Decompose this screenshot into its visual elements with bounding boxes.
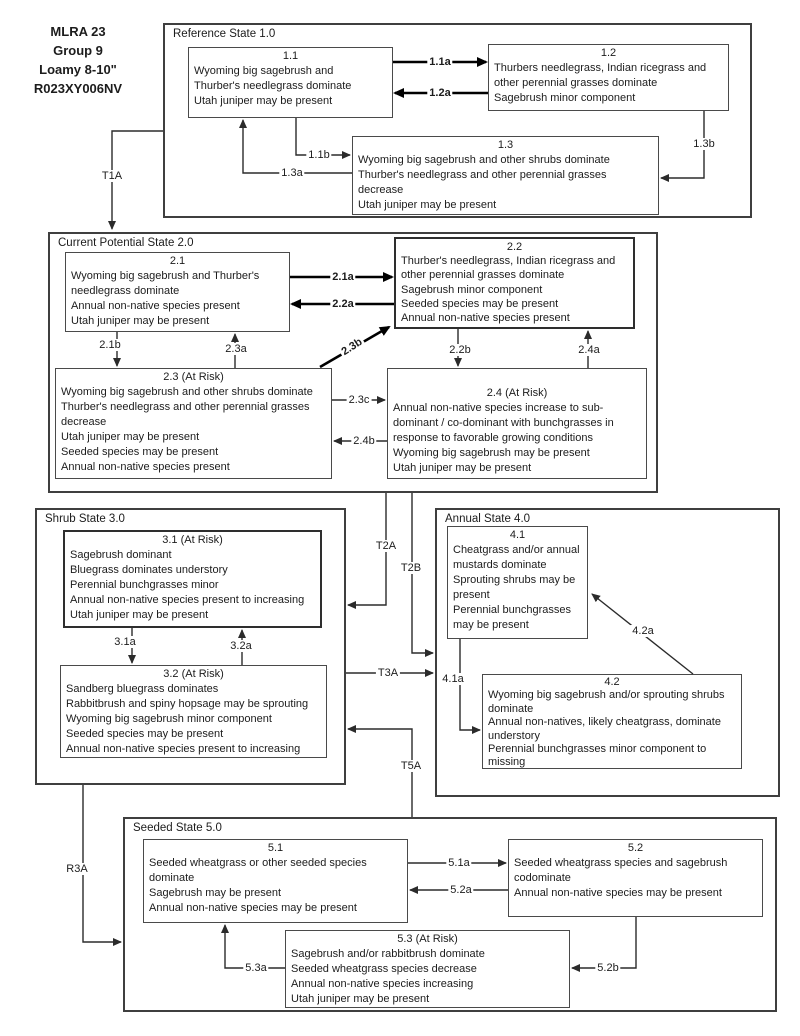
arrow-label-1-3b: 1.3b	[693, 138, 715, 150]
box-1-1	[188, 47, 393, 118]
box-line: codominate	[514, 872, 571, 884]
box-line: other perennial grasses dominate	[401, 269, 565, 282]
box-4-1	[447, 526, 588, 639]
box-line: Wyoming big sagebrush may be present	[393, 447, 590, 459]
box-line: Utah juniper may be present	[71, 315, 210, 327]
box-line: dominant / co-dominant with bunchgrasses in	[393, 417, 614, 429]
arrow-label-4-1a: 4.1a	[442, 673, 464, 685]
arrow-label-4-2a: 4.2a	[632, 625, 654, 637]
box-line: missing	[488, 756, 526, 769]
box-line: Thurber's needlegrass dominate	[194, 80, 352, 92]
arrow-label-5-2a: 5.2a	[450, 884, 472, 896]
box-line: Perennial bunchgrasses minor	[70, 579, 219, 591]
box-line: Sagebrush and/or rabbitbrush dominate	[291, 948, 485, 960]
header-line-mlra: MLRA 23	[50, 24, 106, 39]
state-label: Seeded State 5.0	[133, 822, 222, 834]
box-line: Utah juniper may be present	[70, 609, 209, 621]
box-line: Seeded wheatgrass or other seeded species	[149, 857, 367, 869]
box-line: Thurber's needlegrass and other perennial grasses	[61, 401, 310, 413]
box-line: Annual non-natives, likely cheatgrass, dominate	[488, 716, 721, 729]
box-line: Utah juniper may be present	[194, 95, 333, 107]
box-line: Seeded wheatgrass species and sagebrush	[514, 857, 728, 869]
box-line: needlegrass dominate	[71, 285, 180, 297]
arrow-label-2-4b: 2.4b	[353, 435, 375, 447]
transition-label-T3A: T3A	[377, 667, 399, 679]
arrow-label-2-1b: 2.1b	[99, 339, 121, 351]
arrow-label-1-2a: 1.2a	[429, 87, 451, 99]
box-title: 1.3	[497, 139, 514, 151]
box-line: Wyoming big sagebrush minor component	[66, 713, 272, 725]
arrow-label-5-2b: 5.2b	[597, 962, 619, 974]
box-3-2	[60, 665, 327, 758]
box-title: 1.1	[282, 50, 299, 62]
box-line: Sagebrush minor component	[401, 283, 543, 296]
state-label: Reference State 1.0	[173, 28, 276, 40]
state-label: Current Potential State 2.0	[58, 237, 194, 249]
arrow-label-2-3a: 2.3a	[225, 343, 247, 355]
arrow-label-2-3b: 2.3b	[339, 335, 365, 359]
box-2-1	[65, 252, 290, 332]
arrow-label-3-2a: 3.2a	[230, 640, 252, 652]
box-line: Utah juniper may be present	[61, 431, 200, 443]
box-line: mustards dominate	[453, 559, 547, 571]
box-line: Annual non-native species present to increasing	[66, 743, 301, 755]
box-2-3	[55, 368, 332, 479]
box-1-3	[352, 136, 659, 215]
box-line: Annual non-native species increase to sub-	[393, 402, 604, 414]
box-line: Wyoming big sagebrush and other shrubs dominate	[358, 154, 610, 166]
box-1-2	[488, 44, 729, 111]
arrow-label-2-3c: 2.3c	[348, 394, 370, 406]
box-line: present	[453, 589, 490, 601]
box-5-2	[508, 839, 763, 917]
box-line: Cheatgrass and/or annual	[453, 544, 580, 556]
header-line-group: Group 9	[53, 43, 103, 58]
box-line: response to favorable growing conditions	[393, 432, 593, 444]
box-title: 2.1	[169, 255, 186, 267]
box-line: Perennial bunchgrasses minor component to	[488, 743, 707, 756]
box-line: Seeded species may be present	[401, 297, 559, 310]
box-title: 4.2	[604, 676, 620, 688]
box-title: 2.2	[506, 241, 523, 253]
box-line: Annual non-native species present to increasing	[70, 594, 305, 606]
box-title: 2.4 (At Risk)	[486, 387, 548, 399]
transition-label-T2B: T2B	[400, 562, 422, 574]
box-3-1	[63, 530, 322, 628]
box-line: Seeded species may be present	[61, 446, 219, 458]
box-line: Wyoming big sagebrush and Thurber's	[71, 270, 260, 282]
box-line: Rabbitbrush and spiny hopsage may be sprouting	[66, 698, 309, 710]
state-label: Shrub State 3.0	[45, 513, 125, 525]
arrow-label-1-1b: 1.1b	[308, 149, 330, 161]
box-line: Wyoming big sagebrush and	[194, 65, 334, 77]
transition-label-T5A: T5A	[400, 760, 422, 772]
box-5-3	[285, 930, 570, 1008]
box-line: Bluegrass dominates understory	[70, 564, 228, 576]
box-line: Thurber's needlegrass and other perennial grasses	[358, 169, 607, 181]
box-line: Wyoming big sagebrush and/or sprouting shrubs	[488, 689, 725, 702]
box-line: Annual non-native species present	[61, 461, 230, 473]
site-header	[8, 22, 148, 98]
box-line: Wyoming big sagebrush and other shrubs dominate	[61, 386, 313, 398]
restoration-label-R3A: R3A	[66, 863, 88, 875]
arrow-label-2-2a: 2.2a	[332, 298, 354, 310]
box-line: decrease	[61, 416, 107, 428]
box-line: Perennial bunchgrasses	[453, 604, 572, 616]
state-label: Annual State 4.0	[445, 513, 531, 525]
header-line-site-id: R023XY006NV	[33, 81, 123, 96]
box-title: 3.2 (At Risk)	[163, 668, 224, 680]
box-line: Utah juniper may be present	[358, 199, 497, 211]
arrow-label-3-1a: 3.1a	[114, 636, 136, 648]
box-5-1	[143, 839, 408, 923]
box-line: Sandberg bluegrass dominates	[66, 683, 219, 695]
box-line: Sprouting shrubs may be	[453, 574, 576, 586]
box-title: 4.1	[509, 529, 526, 541]
box-line: dominate	[149, 872, 195, 884]
arrow-label-1-1a: 1.1a	[429, 56, 451, 68]
transition-label-T1A: T1A	[101, 170, 123, 182]
arrow-label-5-1a: 5.1a	[448, 857, 470, 869]
box-line: dominate	[488, 702, 534, 715]
arrow-label-2-2b: 2.2b	[449, 344, 471, 356]
box-title: 5.1	[267, 842, 284, 854]
box-line: Seeded species may be present	[66, 728, 224, 740]
arrow-label-2-1a: 2.1a	[332, 271, 354, 283]
box-line: Sagebrush dominant	[70, 549, 172, 561]
box-2-4	[387, 368, 647, 479]
box-line: decrease	[358, 184, 404, 196]
box-title: 5.3 (At Risk)	[397, 933, 458, 945]
box-title: 1.2	[600, 47, 617, 59]
box-title: 5.2	[627, 842, 644, 854]
box-line: Thurber's needlegrass, Indian ricegrass and	[401, 255, 616, 268]
box-line: Sagebrush may be present	[149, 887, 282, 899]
arrow-label-1-3a: 1.3a	[281, 167, 303, 179]
box-line: Sagebrush minor component	[494, 92, 636, 104]
box-line: Annual non-native species may be present	[149, 902, 357, 914]
box-line: Annual non-native species present	[71, 300, 240, 312]
header-line-loamy: Loamy 8-10"	[39, 62, 117, 77]
box-line: Seeded wheatgrass species decrease	[291, 963, 477, 975]
box-line: Annual non-native species may be present	[514, 887, 722, 899]
box-line: other perennial grasses dominate	[494, 77, 658, 89]
arrow-label-5-3a: 5.3a	[245, 962, 267, 974]
transition-T5A	[348, 729, 412, 817]
transition-label-T2A: T2A	[375, 540, 397, 552]
box-line: Utah juniper may be present	[291, 993, 430, 1005]
box-line: Annual non-native species present	[401, 312, 570, 325]
box-line: may be present	[453, 619, 529, 631]
box-title: 3.1 (At Risk)	[162, 534, 223, 546]
box-line: understory	[488, 729, 540, 742]
box-2-2	[394, 237, 635, 329]
box-title: 2.3 (At Risk)	[163, 371, 224, 383]
box-line: Thurbers needlegrass, Indian ricegrass and	[494, 62, 707, 74]
box-line: Annual non-native species increasing	[291, 978, 474, 990]
arrow-label-2-4a: 2.4a	[578, 344, 600, 356]
box-4-2	[482, 674, 742, 769]
box-line: Utah juniper may be present	[393, 462, 532, 474]
